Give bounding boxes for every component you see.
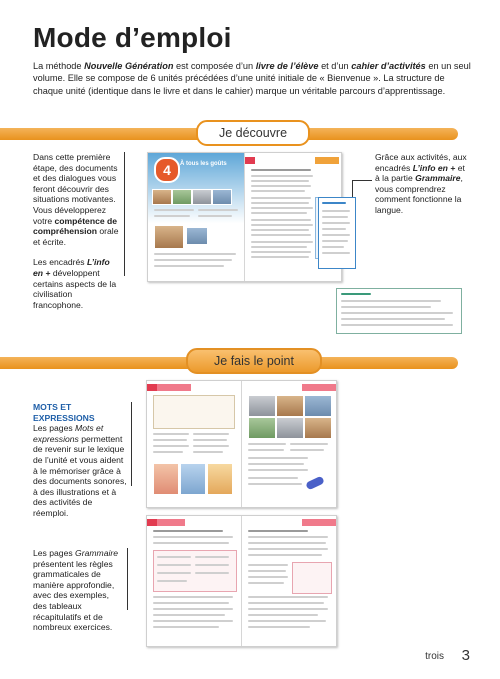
book-illustration: [180, 463, 206, 495]
book-illustration: [207, 463, 233, 495]
intro-paragraph: La méthode Nouvelle Génération est composée d’un livre de l’élève et d’un cahier d’activités en un seul volume. Elle se compose de 6 unités précédées d’une unité initiale de « Bienvenue ». La structure de chaque unité (identique dans le livre et dans le cahier) marque un véritable parcours d’apprentissage.: [33, 61, 471, 96]
divider-line: [131, 402, 132, 486]
divider-line: [127, 548, 128, 610]
right-text-decouvre: Grâce aux activités, aux encadrés L’info en + et à la partie Grammaire, vous comprendrez comment fonctionne la langue.: [375, 152, 467, 215]
book-spread-grammaire: [146, 515, 337, 647]
book-photo: [172, 189, 192, 205]
book-spread-decouvre: [147, 152, 342, 282]
page-number: 3: [461, 647, 470, 664]
book-photo: [304, 417, 332, 439]
info-en-plus-callout: [318, 197, 356, 269]
floor-plan: [153, 395, 235, 429]
book-illustration: [153, 463, 179, 495]
section-pill-decouvre: Je découvre: [196, 120, 310, 146]
book-right-page: [242, 516, 336, 646]
unit-title: À tous les goûts: [180, 161, 227, 167]
book-spread-mots: [146, 380, 337, 508]
book-photo: [276, 395, 304, 417]
grammar-box: [292, 562, 332, 594]
book-left-page: [147, 381, 241, 507]
intro-bold-2: livre de l’élève: [255, 61, 319, 71]
book-photo: [248, 417, 276, 439]
pointer-line: [352, 180, 353, 197]
grammaire-callout: [336, 288, 462, 334]
intro-bold-1: Nouvelle Génération: [84, 61, 174, 71]
book-photo: [186, 227, 208, 245]
book-photo: [154, 225, 184, 249]
left-text-mots: MOTS ET EXPRESSIONS Les pages Mots et expressions permettent de revenir sur le lexique de l’unité et vous aident à le mémoriser grâce à des documents sonores, à des illustrations et à des activités de réemploi.: [33, 402, 129, 519]
book-photo: [152, 189, 172, 205]
book-left-page: [148, 153, 244, 281]
book-photo: [276, 417, 304, 439]
book-photo: [212, 189, 232, 205]
mots-expressions-heading: MOTS ET EXPRESSIONS: [33, 402, 95, 423]
pen-illustration: [305, 476, 325, 491]
book-photo: [248, 395, 276, 417]
divider-line: [124, 152, 125, 276]
intro-bold-3: cahier d’activités: [351, 61, 426, 71]
page-title: Mode d’emploi: [33, 22, 232, 53]
book-right-page: [242, 381, 336, 507]
page-number-word: trois: [425, 651, 444, 662]
pointer-line: [352, 180, 372, 181]
left-text-decouvre: Dans cette première étape, des documents et des dialogues vous feront découvrir des situations motivantes. Vous développerez votre compétence de compréhension orale et écrite. Les encadrés L’info en + développent certains aspects de la civilisation francophone.: [33, 152, 119, 310]
left-text-grammaire: Les pages Grammaire présentent les règles grammaticales de manière approfondie, avec des exemples, des tableaux récapitulatifs et de nombreux exercices.: [33, 548, 119, 633]
section-pill-point: Je fais le point: [186, 348, 322, 374]
book-photo: [192, 189, 212, 205]
unit-number-badge: 4: [154, 157, 180, 183]
book-left-page: [147, 516, 241, 646]
book-photo: [304, 395, 332, 417]
